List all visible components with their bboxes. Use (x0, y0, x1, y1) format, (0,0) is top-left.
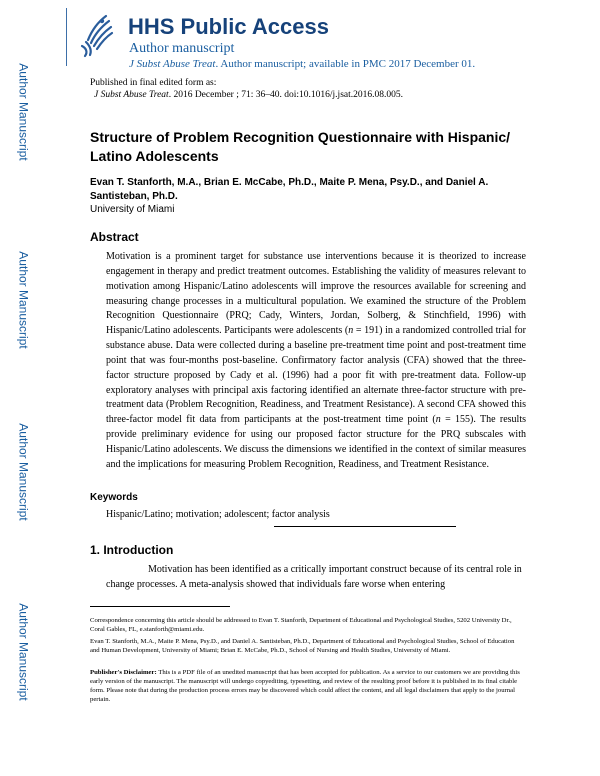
header-divider (66, 8, 67, 66)
hhs-public-access-title: HHS Public Access (128, 14, 329, 39)
disclaimer-label: Publisher's Disclaimer: (90, 669, 157, 676)
abstract-body: Motivation is a prominent target for substance use interventions because it is theorized to increase engagement in therapy and predict treatment outcomes. Establishing the validity of measures relevant to motivation among Hispanic/Latino adolescents will improve the resources available for screening and measuring change processes in a multicultural population. We examined the structure of the Problem Recognition Questionnaire (PRQ; Cady, Winters, Jordan, Solberg, & Stinchfield, 1996) with Hispanic/Latino adolescents. Participants were adolescents (n = 191) in a randomized controlled trial for substance abuse. Data were collected during a baseline pre-treatment time point and post-treatment time point that was four-months post-baseline. Confirmatory factor analysis (CFA) showed that the three-factor structure proposed by Cady et al. (1996) had a poor fit with pre-treatment data. Follow-up exploratory analyses with principal axis factoring identified an alternate three-factor structure with pre-treatment data (Problem Recognition, Readiness, and Treatment Resistance). A second CFA showed this three-factor model fit data from participants at the post-treatment time point (n = 155). The results provide preliminary evidence for using our proposed factor structure for the PRQ subscales with Hispanic/Latino adolescents. We discuss the dimensions we identified in the context of similar measures and the implications for measuring Problem Recognition, Readiness, and Treatment Resistance. (106, 251, 526, 470)
correspondence-footnote: Correspondence concerning this article should be addressed to Evan T. Stanforth, Department of Educational and Psychological Studies, 5202 University Dr., Coral Gables, FL, e.stanforth@miami.edu. (90, 617, 512, 633)
author-manuscript-subtitle: Author manuscript (129, 41, 235, 56)
section-divider (274, 526, 456, 527)
article-title: Structure of Problem Recognition Questionnaire with Hispanic/ Latino Adolescents (90, 129, 511, 164)
article-authors: Evan T. Stanforth, M.A., Brian E. McCabe, Ph.D., Maite P. Mena, Psy.D., and Daniel A. Santisteban, Ph.D. (90, 177, 489, 202)
journal-name: J Subst Abuse Treat (129, 58, 216, 70)
hhs-eagle-logo-icon (76, 12, 116, 58)
introduction-text: Motivation has been identified as a critically important construct because of its central role in change processes. A meta-analysis showed that individuals fare worse when entering (106, 564, 522, 590)
availability-text: . Author manuscript; available in PMC 2017 December 01. (215, 58, 476, 70)
citation-journal: J Subst Abuse Treat (94, 90, 169, 100)
sidebar-label: Author Manuscript (17, 603, 32, 701)
citation-details: . 2016 December ; 71: 36–40. doi:10.1016/j.jsat.2016.08.005. (168, 90, 403, 100)
disclaimer-text: This is a PDF file of an unedited manuscript that has been accepted for publication. As a service to our customers we are providing this early version of the manuscript. The manuscript will undergo copyediting, typesetting, and review of the resulting proof before it is published in its final citable form. Please note that during the production process errors may be discovered which could affect the content, and all legal disclaimers that apply to the journal pertain. (90, 669, 520, 703)
sidebar-label: Author Manuscript (17, 63, 32, 161)
keywords-heading: Keywords (90, 492, 138, 503)
author-manuscript-sidebar (0, 0, 66, 776)
published-in-label: Published in final edited form as: (90, 78, 217, 88)
abstract-heading: Abstract (90, 230, 139, 244)
affiliations-footnote: Evan T. Stanforth, M.A., Maite P. Mena, Psy.D., and Daniel A. Santisteban, Ph.D., Department of Educational and Psychological Studies, School of Education and Human Development, University of Miami; Brian E. McCabe, Ph.D., School of Nursing and Health Studies, University of Miami. (90, 638, 515, 654)
footnote-divider (90, 606, 230, 607)
citation-line (94, 90, 403, 100)
introduction-heading: 1. Introduction (90, 543, 174, 557)
keywords-list: Hispanic/Latino; motivation; adolescent; factor analysis (106, 509, 330, 520)
publisher-disclaimer (90, 668, 522, 704)
sidebar-label: Author Manuscript (17, 423, 32, 521)
author-affiliation: University of Miami (90, 204, 175, 215)
sidebar-label: Author Manuscript (17, 251, 32, 349)
journal-availability (129, 58, 475, 70)
